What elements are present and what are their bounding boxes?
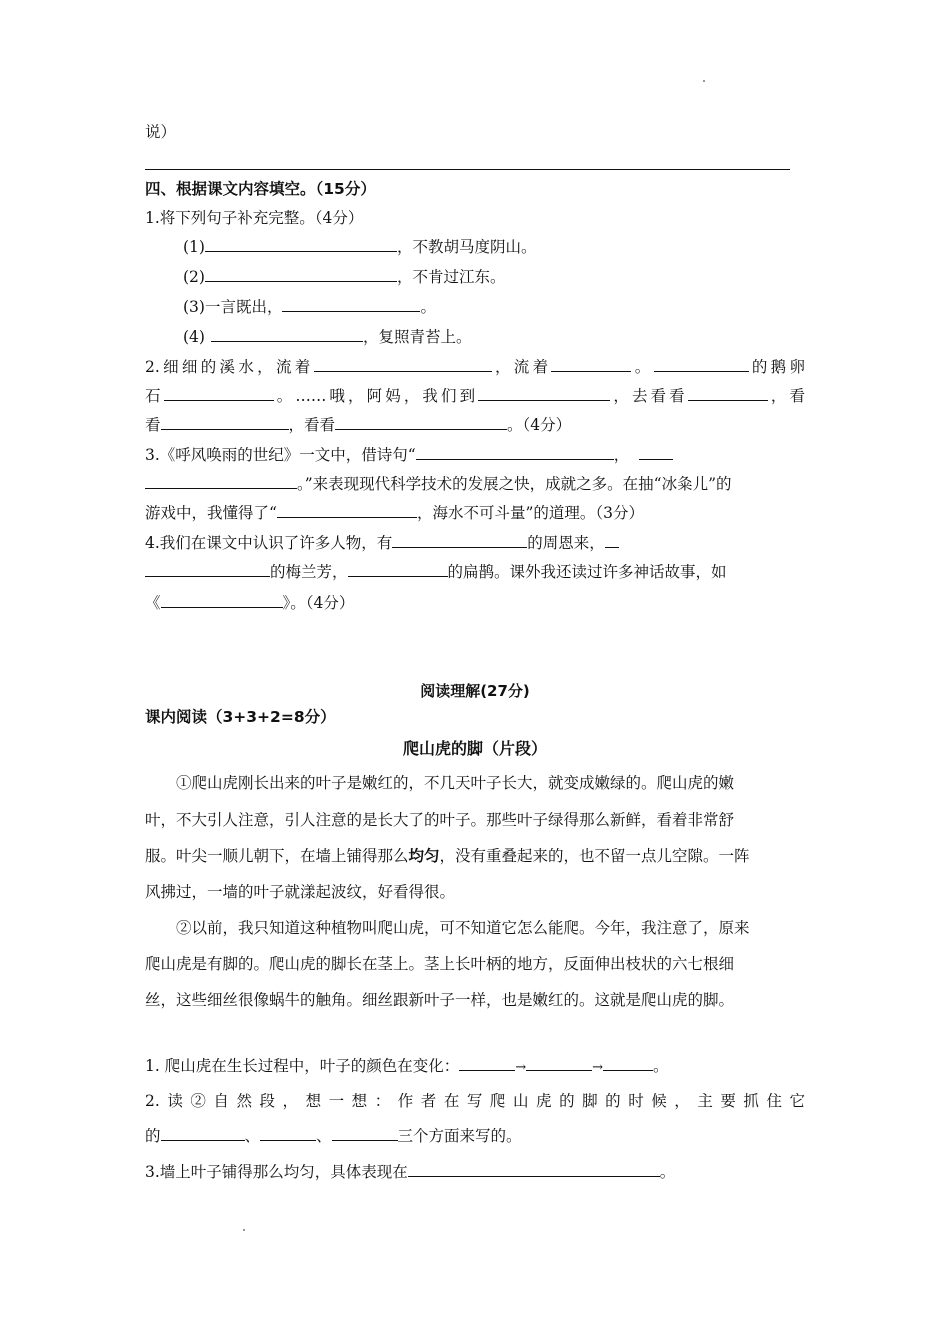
fill-blank[interactable]: [688, 385, 768, 401]
scan-dot-bottom: [243, 1229, 245, 1231]
rq2-line-2: 的 、 、 三个方面来写的。: [145, 1127, 522, 1145]
q1-item-2: (2) ，不肯过江东。: [183, 268, 506, 286]
q2-line-3: 看 ，看看 。（4分）: [145, 416, 572, 434]
section-heading: 四、根据课文内容填空。（15分）: [145, 180, 376, 198]
passage-p1-line-1: ①爬山虎刚长出来的叶子是嫩红的，不几天叶子长大，就变成嫩绿的。爬山虎的嫩: [176, 774, 735, 792]
passage-p2-line-1: ②以前，我只知道这种植物叫爬山虎，可不知道它怎么能爬。今年，我注意了，原来: [176, 919, 750, 937]
q1-item-3: (3)一言既出， 。: [183, 298, 436, 316]
reading-title: 阅读理解(27分): [420, 682, 530, 700]
passage-title: 爬山虎的脚（片段）: [402, 739, 547, 758]
fill-blank[interactable]: [603, 1055, 653, 1071]
reading-subtitle: 课内阅读（3+3+2=8分）: [145, 708, 336, 726]
q4-line-3: 《 》。（4分）: [145, 594, 355, 612]
q3-line-2: 。”来表现现代科学技术的发展之快，成就之多。在抽“冰粂儿”的: [145, 473, 732, 495]
continuation-text: 说）: [145, 123, 177, 141]
fill-blank[interactable]: [639, 444, 673, 460]
q1-item-4: (4) ，复照青苔上。: [183, 328, 472, 346]
q4-line-2: 的梅兰芳， 的扁鹊。课外我还读过许多神话故事，如: [145, 561, 727, 583]
fill-blank[interactable]: [392, 532, 527, 548]
q4-line-1: 4.我们在课文中认识了许多人物，有 的周恩来，: [145, 532, 619, 554]
passage-p2-line-2: 爬山虎是有脚的。爬山虎的脚长在茎上。茎上长叶柄的地方，反面伸出枝状的六七根细: [145, 955, 735, 973]
fill-blank[interactable]: [145, 561, 270, 577]
q1-prompt: 1.将下列句子补充完整。（4分）: [145, 209, 364, 227]
passage-p1-line-3: 服。叶尖一顺儿朝下，在墙上铺得那么均匀，没有重叠起来的，也不留一点儿空隙。一阵: [145, 847, 750, 865]
fill-blank[interactable]: [348, 561, 448, 577]
fill-blank[interactable]: [551, 356, 631, 372]
rq2-line-1: 2.读②自然段，想一想：作者在写爬山虎的脚的时候，主要抓住它: [145, 1092, 805, 1110]
fill-blank[interactable]: [478, 385, 610, 401]
q1-item-1: (1) ，不教胡马度阴山。: [183, 238, 537, 256]
fill-blank[interactable]: [605, 532, 619, 548]
passage-p2-line-3: 丝，这些细丝很像蜗牛的触角。细丝跟新叶子一样，也是嫩红的。这就是爬山虎的脚。: [145, 991, 735, 1009]
fill-blank[interactable]: [211, 326, 363, 342]
fill-blank[interactable]: [416, 444, 614, 460]
rq1: 1. 爬山虎在生长过程中，叶子的颜色在变化： → → 。: [145, 1057, 669, 1075]
fill-blank[interactable]: [282, 296, 420, 312]
fill-blank[interactable]: [654, 356, 749, 372]
fill-blank[interactable]: [526, 1055, 592, 1071]
fill-blank[interactable]: [459, 1055, 515, 1071]
passage-p1-line-2: 叶，不大引人注意，引人注意的是长大了的叶子。那些叶子绿得那么新鲜，看着非常舒: [145, 811, 735, 829]
fill-blank[interactable]: [161, 414, 289, 430]
q3-line-1: 3.《呼风唤雨的世纪》一文中，借诗句“ ，: [145, 444, 673, 466]
fill-blank[interactable]: [205, 236, 397, 252]
passage-p1-line-4: 风拂过，一墙的叶子就漾起波纹，好看得很。: [145, 883, 456, 901]
fill-blank[interactable]: [161, 592, 283, 608]
q2-line-1: 2.细细的溪水，流着 ，流着 。 的鹅卵: [145, 358, 805, 376]
fill-blank[interactable]: [277, 502, 417, 518]
scan-dot-top: [703, 80, 705, 82]
fill-blank[interactable]: [145, 473, 297, 489]
q3-line-3: 游戏中，我懂得了“ ，海水不可斗量”的道理。（3分）: [145, 504, 644, 522]
bold-word: 均匀: [408, 847, 440, 865]
q2-line-2: 石 。……哦，阿妈，我们到 ，去看看 ，看: [145, 387, 805, 405]
answer-line: [145, 169, 790, 170]
fill-blank[interactable]: [332, 1125, 398, 1141]
fill-blank[interactable]: [164, 385, 274, 401]
fill-blank[interactable]: [161, 1125, 245, 1141]
fill-blank[interactable]: [314, 356, 492, 372]
fill-blank[interactable]: [260, 1125, 316, 1141]
fill-blank[interactable]: [408, 1161, 660, 1177]
fill-blank[interactable]: [335, 414, 507, 430]
fill-blank[interactable]: [205, 266, 397, 282]
rq3: 3.墙上叶子铺得那么均匀，具体表现在 。: [145, 1163, 676, 1181]
